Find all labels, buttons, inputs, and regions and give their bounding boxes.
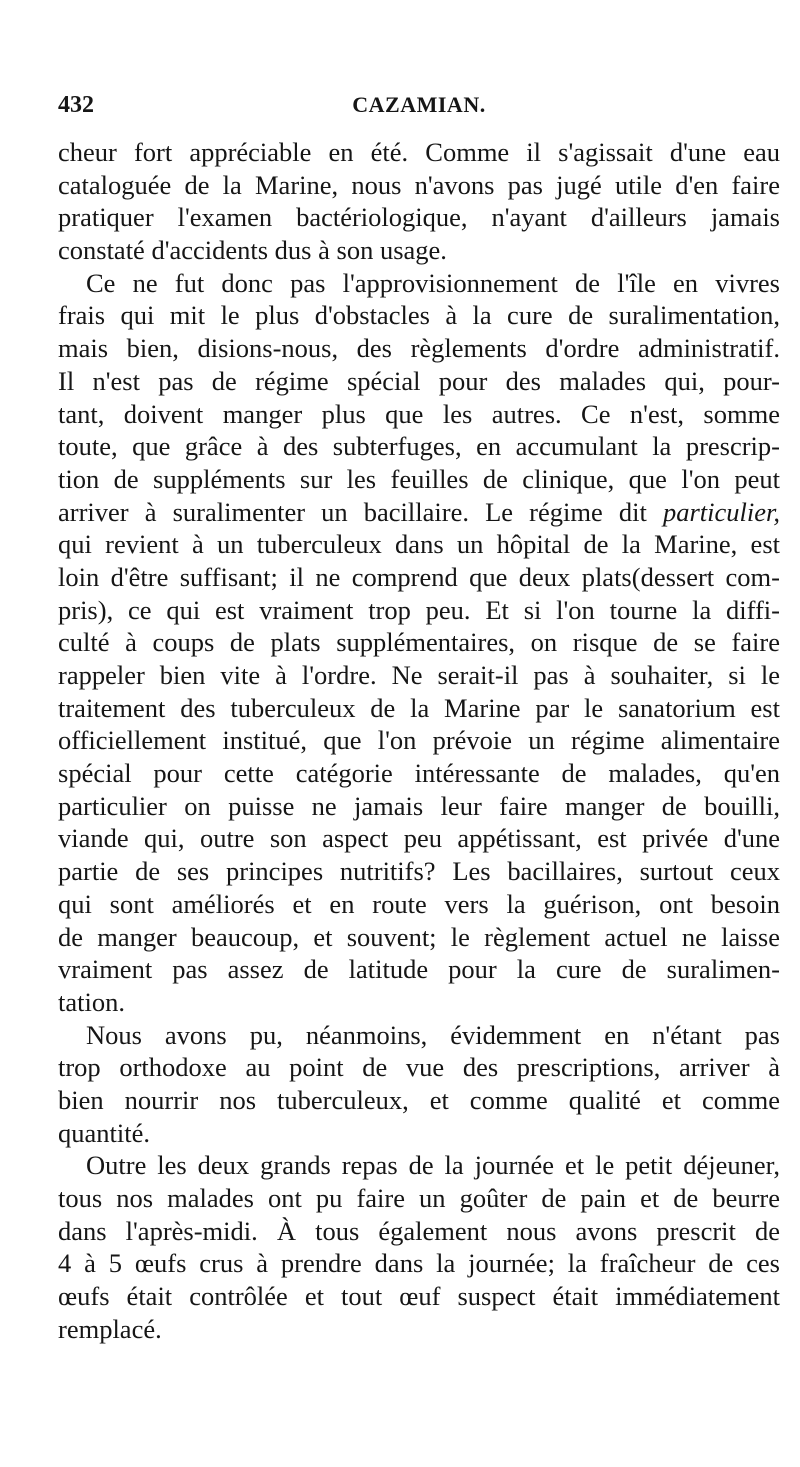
- text-line-content: rappeler bien vite à l'ordre. Ne serait-il pas à souhaiter, si le: [58, 660, 780, 690]
- text-line: [58, 659, 780, 692]
- text-line-content: de manger beaucoup, et souvent; le règlement actuel ne laisse: [58, 921, 780, 952]
- text-line-content: 4 à 5 œufs crus à prendre dans la journée; la fraîcheur de ces: [58, 1248, 780, 1279]
- text-line-content: qui sont améliorés et en route vers la guérison, ont besoin: [58, 888, 780, 919]
- text-line-content: partie de ses principes nutritifs? Les bacillaires, surtout ceux: [58, 856, 780, 887]
- page-number: 432: [58, 92, 94, 118]
- text-line: [58, 1117, 780, 1150]
- text-line: [58, 136, 780, 169]
- text-line: [58, 299, 780, 332]
- text-line: [58, 757, 780, 790]
- text-line: [58, 1084, 780, 1117]
- italic-term: particulier,: [662, 496, 780, 527]
- text-line: [58, 201, 780, 234]
- text-line-content: tion de suppléments sur les feuilles de clinique, que l'on peut: [58, 463, 780, 494]
- text-line: [58, 626, 780, 659]
- text-line-content: spécial pour cette catégorie intéressante de malades, qu'en: [58, 758, 780, 789]
- text-line-content: constaté d'accidents dus à son usage.: [58, 235, 447, 266]
- text-line: [58, 888, 780, 921]
- text-line-content: loin d'être suffisant; il ne comprend que deux plats(dessert com-: [58, 561, 780, 592]
- text-line: [58, 986, 780, 1019]
- text-line: [58, 855, 780, 888]
- text-line: [58, 822, 780, 855]
- text-line-content: culté à coups de plats supplémentaires, on risque de se faire: [58, 627, 780, 658]
- text-line-content: Il n'est pas de régime spécial pour des malades qui, pour-: [58, 365, 780, 396]
- text-line-content: quantité.: [58, 1117, 150, 1148]
- text-line: [58, 1280, 780, 1313]
- text-line-content: officiellement institué, que l'on prévoie un régime alimentaire: [58, 725, 780, 756]
- text-line: [58, 365, 780, 398]
- text-line-content: viande qui, outre son aspect peu appétissant, est privée d'une: [58, 823, 780, 854]
- text-line: [58, 528, 780, 561]
- text-line-content: tant, doivent manger plus que les autres. Ce n'est, somme: [58, 398, 780, 429]
- text-line: [58, 267, 780, 300]
- text-line: [58, 1149, 780, 1182]
- text-line-content: tous nos malades ont pu faire un goûter de pain et de beurre: [58, 1183, 780, 1213]
- text-line-content: cataloguée de la Marine, nous n'avons pas jugé utile d'en faire: [58, 169, 780, 200]
- text-line: [58, 953, 780, 986]
- text-line-content: remplacé.: [58, 1313, 162, 1344]
- text-line: [58, 169, 780, 202]
- body-text: [58, 136, 780, 1345]
- text-line: [58, 1051, 780, 1084]
- text-line: [58, 1313, 780, 1346]
- text-line: [58, 724, 780, 757]
- text-line-content: bien nourrir nos tuberculeux, et comme qualité et comme: [58, 1084, 780, 1115]
- text-line: [58, 398, 780, 431]
- text-line-content: toute, que grâce à des subterfuges, en accumulant la prescrip-: [58, 431, 780, 462]
- text-line-content: arriver à suralimenter un bacillaire. Le régime dit: [58, 496, 663, 527]
- text-line: [58, 790, 780, 823]
- text-line-content: tation.: [58, 986, 125, 1017]
- text-line-content: Outre les deux grands repas de la journée et le petit déjeuner,: [86, 1150, 780, 1181]
- text-line-content: pratiquer l'examen bactériologique, n'ayant d'ailleurs jamais: [58, 202, 780, 233]
- text-line: [58, 496, 780, 529]
- text-line-content: trop orthodoxe au point de vue des prescriptions, arriver à: [58, 1052, 780, 1083]
- text-line: [58, 430, 780, 463]
- text-line: [58, 1182, 780, 1215]
- text-line: [58, 692, 780, 725]
- text-line-content: Nous avons pu, néanmoins, évidemment en n'étant pas: [86, 1019, 780, 1050]
- text-line: [58, 463, 780, 496]
- text-line: [58, 594, 780, 627]
- text-line-content: œufs était contrôlée et tout œuf suspect était immédiatement: [58, 1281, 780, 1312]
- text-line-content: dans l'après-midi. À tous également nous avons prescrit de: [58, 1215, 780, 1246]
- text-line-content: particulier on puisse ne jamais leur faire manger de bouilli,: [58, 790, 780, 821]
- text-line: [58, 561, 780, 594]
- text-line: [58, 1247, 780, 1280]
- text-line: [58, 332, 780, 365]
- text-line: [58, 234, 780, 267]
- text-line: [58, 1019, 780, 1052]
- text-line-content: vraiment pas assez de latitude pour la cure de suralimen-: [58, 954, 780, 985]
- text-line-content: Ce ne fut donc pas l'approvisionnement de l'île en vivres: [86, 267, 780, 298]
- text-line-content: pris), ce qui est vraiment trop peu. Et si l'on tourne la diffi-: [58, 594, 780, 625]
- running-title: CAZAMIAN.: [352, 92, 486, 117]
- running-head: [58, 92, 780, 122]
- text-line-content: mais bien, disions-nous, des règlements d'ordre administratif.: [58, 333, 780, 364]
- text-line-content: frais qui mit le plus d'obstacles à la cure de suralimentation,: [58, 300, 780, 331]
- text-line-content: qui revient à un tuberculeux dans un hôpital de la Marine, est: [58, 529, 780, 560]
- text-line-content: traitement des tuberculeux de la Marine par le sanatorium est: [58, 692, 780, 723]
- text-line: [58, 921, 780, 954]
- text-line: [58, 1215, 780, 1248]
- text-line-content: cheur fort appréciable en été. Comme il s'agissait d'une eau: [58, 137, 780, 167]
